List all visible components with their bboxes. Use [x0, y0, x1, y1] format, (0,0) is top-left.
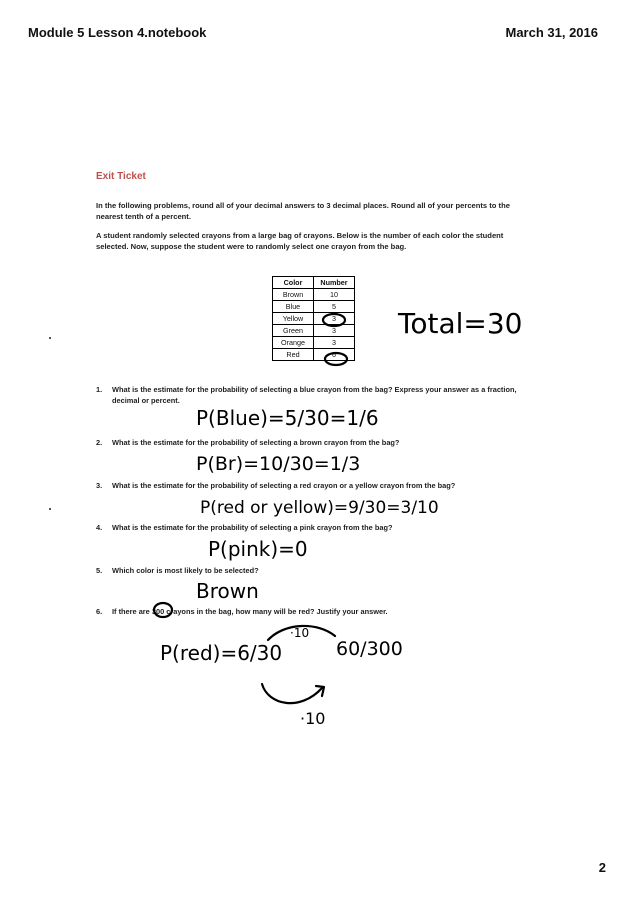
- handwritten-answer-4: P(pink)=0: [208, 537, 308, 561]
- question-number: 4.: [96, 523, 103, 532]
- question-text: What is the estimate for the probability of selecting a brown crayon from the bag?: [112, 438, 400, 447]
- scale-arrow: [262, 684, 322, 703]
- table-cell: 10: [314, 289, 355, 301]
- question-text: What is the estimate for the probability of selecting a blue crayon from the bag? Express your answer as a fraction, decimal or percent.: [112, 385, 517, 405]
- table-cell: Blue: [273, 301, 314, 313]
- scan-speck: [49, 337, 51, 339]
- question-text: If there are 300 crayons in the bag, how many will be red? Justify your answer.: [112, 607, 388, 616]
- table-row: [273, 325, 355, 337]
- table-row: [273, 301, 355, 313]
- header-date: March 31, 2016: [505, 25, 598, 40]
- scenario-text: A student randomly selected crayons from a large bag of crayons. Below is the number of each color the student selected. Now, suppose the student were to randomly select one crayon from the bag.: [96, 231, 504, 251]
- question-5: [96, 565, 526, 576]
- arrow-head: [316, 686, 324, 696]
- handwritten-answer-3: P(red or yellow)=9/30=3/10: [200, 498, 439, 518]
- handwritten-answer-5: Brown: [196, 579, 259, 603]
- question-number: 5.: [96, 566, 103, 575]
- table-cell: 6: [314, 349, 355, 361]
- table-cell: Red: [273, 349, 314, 361]
- question-2: [96, 437, 526, 448]
- question-text: What is the estimate for the probability of selecting a red crayon or a yellow crayon from the bag?: [112, 481, 456, 490]
- table-row: [273, 313, 355, 325]
- table-cell: 3: [314, 313, 355, 325]
- table-cell: Yellow: [273, 313, 314, 325]
- table-cell: Orange: [273, 337, 314, 349]
- question-number: 1.: [96, 385, 103, 394]
- table-cell: 3: [314, 325, 355, 337]
- question-number: 6.: [96, 607, 103, 616]
- question-text: Which color is most likely to be selected?: [112, 566, 259, 575]
- question-4: [96, 522, 526, 533]
- table-header-number: Number: [314, 277, 355, 289]
- table-row: [273, 349, 355, 361]
- handwritten-answer-1: P(Blue)=5/30=1/6: [196, 406, 379, 430]
- table-cell: 5: [314, 301, 355, 313]
- question-6: [96, 606, 526, 617]
- question-1: [96, 384, 526, 406]
- page-number: 2: [598, 860, 606, 875]
- worksheet-title: Exit Ticket: [96, 171, 146, 182]
- handwritten-multiplier: ·10: [290, 626, 310, 640]
- scan-speck: [49, 508, 51, 510]
- table-cell: 3: [314, 337, 355, 349]
- notebook-title: Module 5 Lesson 4.notebook: [28, 25, 207, 40]
- handwritten-total: Total=30: [398, 307, 523, 340]
- scale-arc: [268, 626, 335, 640]
- question-3: [96, 480, 526, 491]
- instructions-text: In the following problems, round all of your decimal answers to 3 decimal places. Round all of your percents to the nearest tenth of a percent.: [96, 201, 510, 221]
- crayon-count-table: [272, 276, 355, 361]
- question-number: 2.: [96, 438, 103, 447]
- question-text: What is the estimate for the probability of selecting a pink crayon from the bag?: [112, 523, 393, 532]
- handwritten-answer-6: P(red)=6/30: [160, 641, 283, 665]
- table-header-color: Color: [273, 277, 314, 289]
- table-row: [273, 289, 355, 301]
- table-cell: Brown: [273, 289, 314, 301]
- question-number: 3.: [96, 481, 103, 490]
- handwritten-scale: ·10: [300, 709, 326, 728]
- handwritten-answer-2: P(Br)=10/30=1/3: [196, 453, 361, 475]
- table-cell: Green: [273, 325, 314, 337]
- handwritten-result: 60/300: [336, 638, 403, 660]
- table-row: [273, 337, 355, 349]
